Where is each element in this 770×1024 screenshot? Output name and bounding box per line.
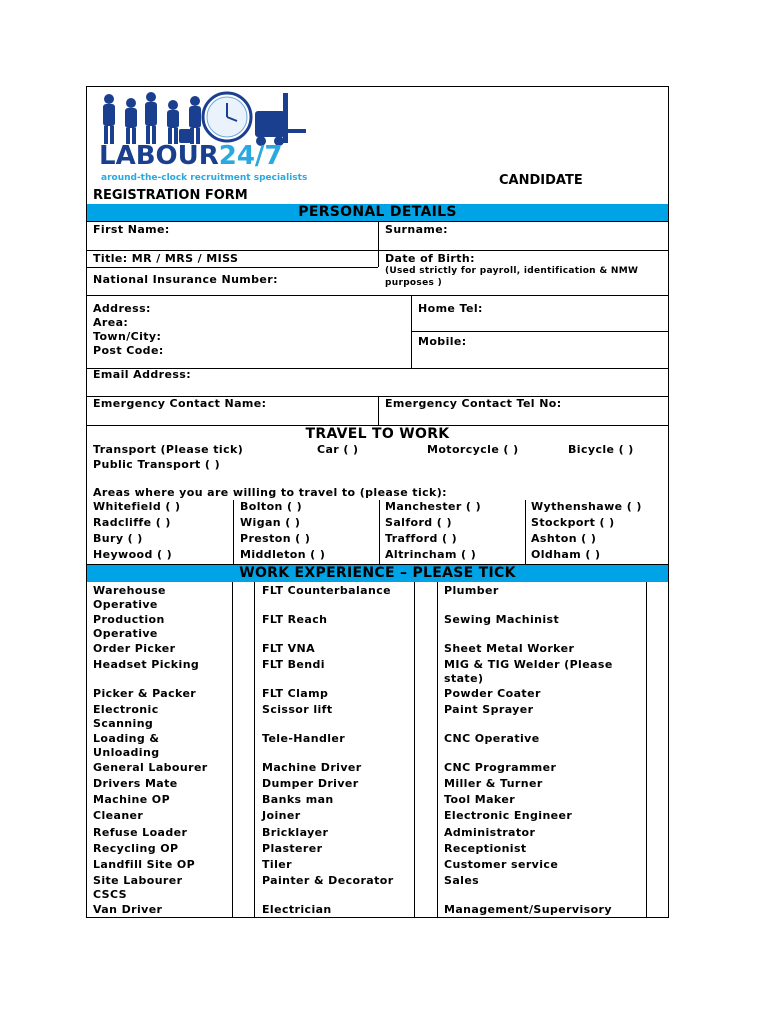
area-option[interactable]: Wythenshawe ( ) (531, 500, 642, 513)
area-label: Area: (93, 316, 129, 329)
area-option[interactable]: Preston ( ) (240, 532, 311, 545)
candidate-heading: CANDIDATE (499, 173, 583, 188)
emergency-name-label: Emergency Contact Name: (93, 397, 267, 410)
work-option[interactable]: Sewing Machinist (444, 613, 560, 626)
work-option[interactable]: Refuse Loader (93, 826, 188, 839)
work-option[interactable]: Van Driver (93, 903, 163, 916)
emergency-tel-label: Emergency Contact Tel No: (385, 397, 562, 410)
work-option[interactable]: Electrician (262, 903, 332, 916)
work-option[interactable]: Unloading (93, 746, 160, 759)
work-option[interactable]: Warehouse (93, 584, 166, 597)
work-option[interactable]: Sheet Metal Worker (444, 642, 575, 655)
area-option[interactable]: Wigan ( ) (240, 516, 301, 529)
travel-heading: TRAVEL TO WORK (305, 426, 450, 442)
work-option[interactable]: Landfill Site OP (93, 858, 196, 871)
work-option[interactable]: FLT Clamp (262, 687, 329, 700)
work-option[interactable]: Order Picker (93, 642, 176, 655)
registration-form (86, 86, 669, 918)
area-option[interactable]: Manchester ( ) (385, 500, 482, 513)
area-option[interactable]: Altrincham ( ) (385, 548, 477, 561)
car-option[interactable]: Car ( ) (317, 443, 359, 456)
work-option[interactable]: Recycling OP (93, 842, 179, 855)
area-option[interactable]: Heywood ( ) (93, 548, 173, 561)
area-option[interactable]: Stockport ( ) (531, 516, 615, 529)
surname-label: Surname: (385, 223, 448, 236)
area-option[interactable]: Oldham ( ) (531, 548, 601, 561)
work-option[interactable]: Picker & Packer (93, 687, 197, 700)
work-option[interactable]: Site Labourer (93, 874, 183, 887)
work-option[interactable]: Electronic Engineer (444, 809, 573, 822)
ni-number-label: National Insurance Number: (93, 273, 278, 286)
work-option[interactable]: Administrator (444, 826, 536, 839)
areas-title: Areas where you are willing to travel to (please tick): (93, 486, 447, 499)
work-option[interactable]: Cleaner (93, 809, 144, 822)
work-option[interactable]: Customer service (444, 858, 559, 871)
area-option[interactable]: Bolton ( ) (240, 500, 303, 513)
work-option[interactable]: Dumper Driver (262, 777, 359, 790)
dob-note-line1: (Used strictly for payroll, identification & NMW (385, 266, 639, 276)
work-option[interactable]: Tool Maker (444, 793, 516, 806)
work-option[interactable]: Production (93, 613, 165, 626)
logo-name: LABOUR (99, 141, 219, 171)
work-option[interactable]: General Labourer (93, 761, 208, 774)
work-option[interactable]: Drivers Mate (93, 777, 178, 790)
work-option[interactable]: Powder Coater (444, 687, 541, 700)
form-title: REGISTRATION FORM (93, 188, 248, 203)
work-option[interactable]: FLT Bendi (262, 658, 325, 671)
work-option[interactable]: Management/Supervisory (444, 903, 612, 916)
work-option[interactable]: Machine Driver (262, 761, 362, 774)
mobile-label: Mobile: (418, 335, 467, 348)
work-option[interactable]: Plumber (444, 584, 499, 597)
motorcycle-option[interactable]: Motorcycle ( ) (427, 443, 519, 456)
area-option[interactable]: Ashton ( ) (531, 532, 597, 545)
company-logo (95, 89, 317, 189)
area-option[interactable]: Middleton ( ) (240, 548, 326, 561)
email-label: Email Address: (93, 368, 192, 381)
work-option[interactable]: Sales (444, 874, 480, 887)
work-option[interactable]: Electronic (93, 703, 159, 716)
home-tel-label: Home Tel: (418, 302, 483, 315)
work-option[interactable]: state) (444, 672, 484, 685)
work-option[interactable]: CNC Programmer (444, 761, 557, 774)
work-option[interactable]: FLT Counterbalance (262, 584, 391, 597)
work-option[interactable]: Joiner (262, 809, 301, 822)
work-experience-heading: WORK EXPERIENCE – PLEASE TICK (87, 565, 668, 582)
work-option[interactable]: Headset Picking (93, 658, 200, 671)
work-option[interactable]: Machine OP (93, 793, 171, 806)
work-option[interactable]: Plasterer (262, 842, 323, 855)
work-option[interactable]: Scissor lift (262, 703, 333, 716)
work-option[interactable]: Tiler (262, 858, 292, 871)
work-option[interactable]: Bricklayer (262, 826, 329, 839)
area-option[interactable]: Radcliffe ( ) (93, 516, 171, 529)
bicycle-option[interactable]: Bicycle ( ) (568, 443, 634, 456)
transport-label: Transport (Please tick) (93, 443, 244, 456)
dob-label: Date of Birth: (385, 252, 475, 265)
work-option[interactable]: Operative (93, 598, 158, 611)
work-option[interactable]: Scanning (93, 717, 154, 730)
area-option[interactable]: Whitefield ( ) (93, 500, 181, 513)
work-option[interactable]: MIG & TIG Welder (Please (444, 658, 613, 671)
first-name-label: First Name: (93, 223, 170, 236)
work-option[interactable]: Paint Sprayer (444, 703, 534, 716)
work-option[interactable]: Operative (93, 627, 158, 640)
work-option[interactable]: FLT Reach (262, 613, 328, 626)
work-option[interactable]: Loading & (93, 732, 160, 745)
personal-details-heading: PERSONAL DETAILS (87, 204, 668, 221)
postcode-label: Post Code: (93, 344, 164, 357)
area-option[interactable]: Salford ( ) (385, 516, 452, 529)
work-option[interactable]: CSCS (93, 888, 127, 901)
logo-number: 24/7 (218, 141, 283, 171)
work-option[interactable]: CNC Operative (444, 732, 540, 745)
work-option[interactable]: Miller & Turner (444, 777, 543, 790)
work-option[interactable]: Painter & Decorator (262, 874, 394, 887)
address-label: Address: (93, 302, 151, 315)
town-label: Town/City: (93, 330, 162, 343)
work-option[interactable]: Banks man (262, 793, 334, 806)
work-option[interactable]: FLT VNA (262, 642, 316, 655)
logo-tagline: around-the-clock recruitment specialists (101, 173, 308, 183)
area-option[interactable]: Trafford ( ) (385, 532, 458, 545)
public-transport-option[interactable]: Public Transport ( ) (93, 458, 221, 471)
work-option[interactable]: Receptionist (444, 842, 527, 855)
area-option[interactable]: Bury ( ) (93, 532, 143, 545)
dob-note-line2: purposes ) (385, 278, 442, 288)
title-label: Title: MR / MRS / MISS (93, 252, 239, 265)
work-option[interactable]: Tele-Handler (262, 732, 346, 745)
